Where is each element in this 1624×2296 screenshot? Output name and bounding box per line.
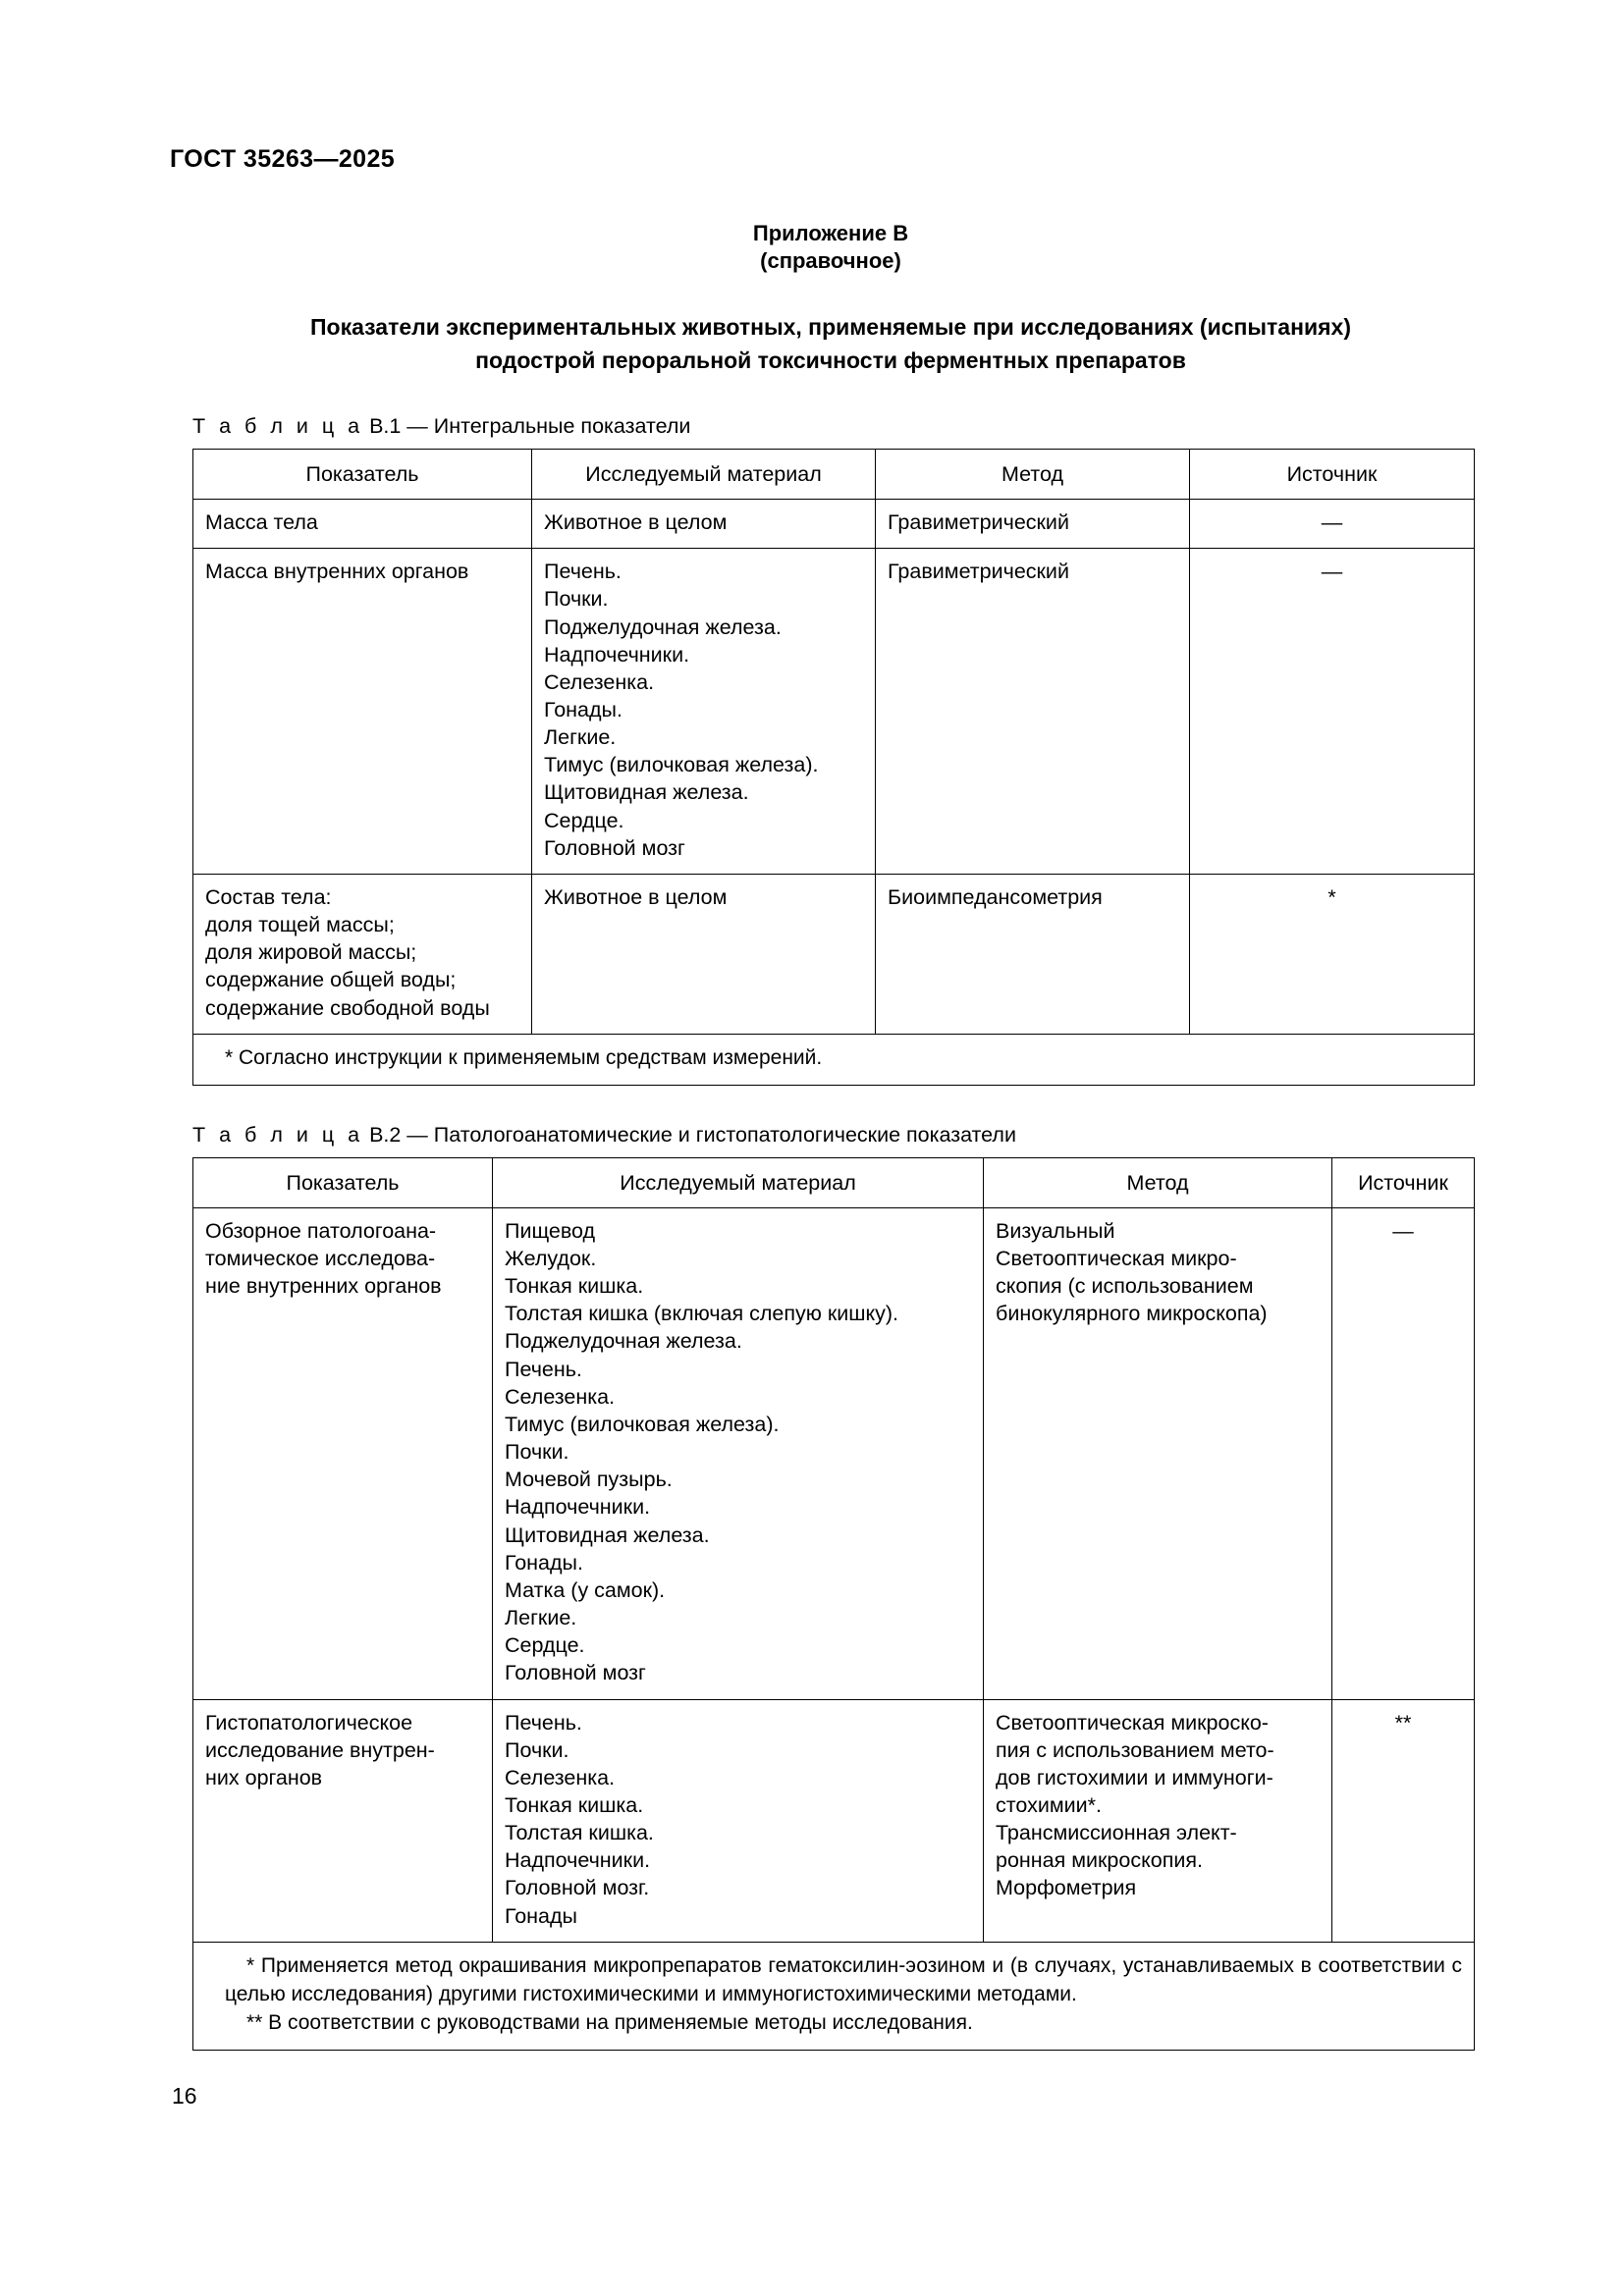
table1-col-indicator: Показатель — [193, 449, 532, 499]
table-row — [193, 874, 1475, 1034]
cell-indicator: Состав тела: доля тощей массы; доля жировой массы; содержание общей воды; содержание свободной воды — [193, 874, 532, 1034]
table2-caption-prefix: Т а б л и ц а — [192, 1122, 364, 1147]
table1-caption-text: В.1 — Интегральные показатели — [369, 413, 691, 438]
table1-col-source: Источник — [1190, 449, 1475, 499]
annex-subtitle: (справочное) — [760, 248, 901, 274]
table-integral-indicators — [192, 449, 1475, 1086]
table-header-row — [193, 1157, 1475, 1207]
cell-material: Животное в целом — [532, 500, 876, 549]
annex-heading-line1: Показатели экспериментальных животных, применяемые при исследованиях (испытаниях) — [309, 314, 1351, 341]
table2-notes — [193, 1942, 1475, 2050]
cell-material: Пищевод Желудок. Тонкая кишка. Толстая кишка (включая слепую кишку). Поджелудочная железа. Печень. Селезенка. Тимус (вилочковая железа). Почки. Мочевой пузырь. Надпочечники. Щитовидная железа. Гонады. Матка (у самок). Легкие. Сердце. Головной мозг — [493, 1207, 984, 1699]
table1-col-material: Исследуемый материал — [532, 449, 876, 499]
cell-indicator: Масса тела — [193, 500, 532, 549]
table2-col-source: Источник — [1332, 1157, 1475, 1207]
table-row — [193, 1699, 1475, 1942]
table1-caption — [192, 414, 1469, 439]
table-pathological-indicators — [192, 1157, 1475, 2051]
table2-caption-text: В.2 — Патологоанатомические и гистопатологические показатели — [369, 1122, 1016, 1147]
annex-heading-line2: подострой пероральной токсичности ферментных препаратов — [475, 347, 1186, 373]
table-row — [193, 1207, 1475, 1699]
annex-heading — [192, 311, 1469, 377]
table1-col-method: Метод — [876, 449, 1190, 499]
cell-method: Биоимпедансометрия — [876, 874, 1190, 1034]
cell-source: * — [1190, 874, 1475, 1034]
table-note-row — [193, 1034, 1475, 1085]
table1-note: * Согласно инструкции к применяемым средствам измерений. — [193, 1034, 1475, 1085]
table2-note-1: * Применяется метод окрашивания микропрепаратов гематоксилин-эозином и (в случаях, устанавливаемых в соответствии с целью исследования) другими гистохимическими и иммуногистохимическими методами. — [225, 1953, 1462, 2005]
table2-col-material: Исследуемый материал — [493, 1157, 984, 1207]
cell-method: Визуальный Светооптическая микро- скопия (с использованием бинокулярного микроскопа) — [984, 1207, 1332, 1699]
cell-source: — — [1190, 549, 1475, 875]
page-number: 16 — [172, 2083, 197, 2109]
page-header: ГОСТ 35263—2025 — [170, 145, 396, 173]
cell-source: — — [1332, 1207, 1475, 1699]
table-row — [193, 549, 1475, 875]
annex-title: Приложение В — [752, 221, 909, 245]
cell-method: Гравиметрический — [876, 549, 1190, 875]
cell-material: Животное в целом — [532, 874, 876, 1034]
cell-material: Печень. Почки. Поджелудочная железа. Надпочечники. Селезенка. Гонады. Легкие. Тимус (вилочковая железа). Щитовидная железа. Сердце. Головной мозг — [532, 549, 876, 875]
cell-indicator: Обзорное патологоана- томическое исследова- ние внутренних органов — [193, 1207, 493, 1699]
page-content — [192, 218, 1469, 2051]
table-row — [193, 500, 1475, 549]
cell-indicator: Гистопатологическое исследование внутрен- них органов — [193, 1699, 493, 1942]
table-header-row — [193, 449, 1475, 499]
cell-method: Светооптическая микроско- пия с использованием мето- дов гистохимии и иммуноги- стохимии*. Трансмиссионная элект- ронная микроскопия. Морфометрия — [984, 1699, 1332, 1942]
cell-source: ** — [1332, 1699, 1475, 1942]
table-note-row — [193, 1942, 1475, 2050]
cell-indicator: Масса внутренних органов — [193, 549, 532, 875]
table2-col-method: Метод — [984, 1157, 1332, 1207]
cell-source: — — [1190, 500, 1475, 549]
cell-material: Печень. Почки. Селезенка. Тонкая кишка. Толстая кишка. Надпочечники. Головной мозг. Гонады — [493, 1699, 984, 1942]
table2-col-indicator: Показатель — [193, 1157, 493, 1207]
table1-caption-prefix: Т а б л и ц а — [192, 413, 364, 438]
table2-note-2: ** В соответствии с руководствами на применяемые методы исследования. — [246, 2010, 973, 2034]
cell-method: Гравиметрический — [876, 500, 1190, 549]
table2-caption — [192, 1123, 1469, 1148]
